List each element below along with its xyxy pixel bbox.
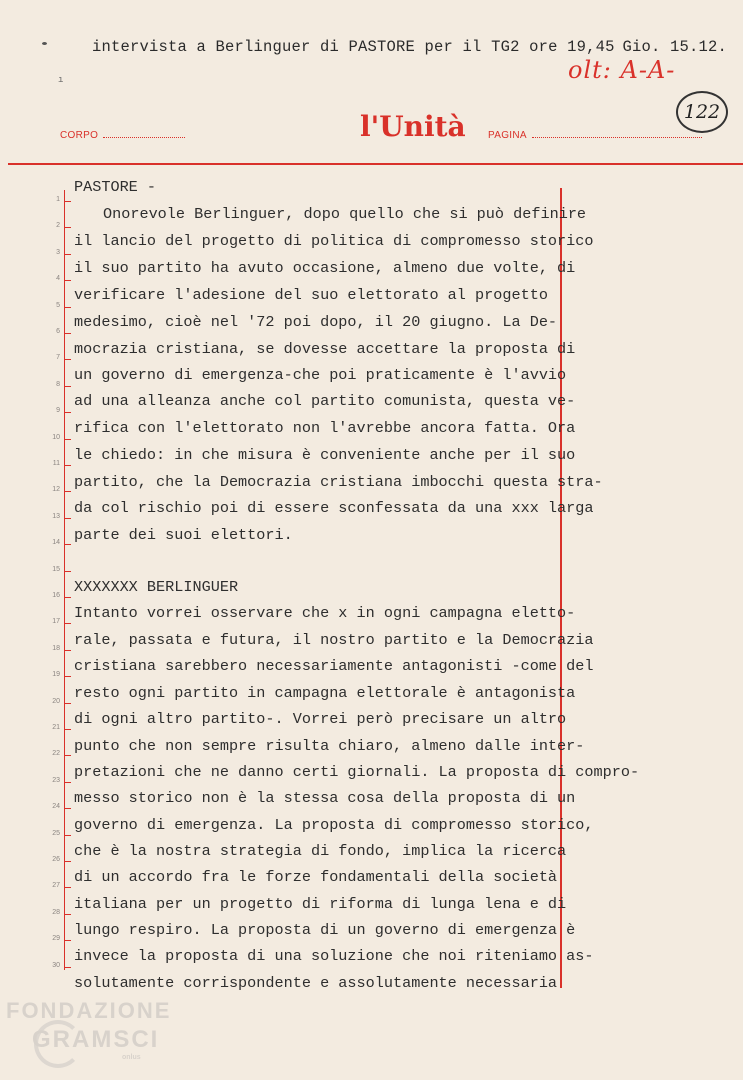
margin-tick: [64, 808, 71, 809]
line-number: 23: [52, 776, 60, 784]
line-number: 3: [56, 248, 60, 256]
watermark-line1: FONDAZIONE: [6, 998, 172, 1023]
typed-line: lungo respiro. La proposta di un governo di emergenza è: [74, 921, 576, 939]
typed-line: ad una alleanza anche col partito comunista, questa ve-: [74, 392, 576, 410]
typed-line: italiana per un progetto di riforma di lunga lena e di: [74, 895, 567, 913]
margin-tick: [64, 914, 71, 915]
margin-tick: [64, 623, 71, 624]
typed-line: mocrazia cristiana, se dovesse accettare la proposta di: [74, 340, 576, 358]
corpo-dotted-field: [103, 137, 185, 138]
unita-logo: l'Unità: [360, 110, 466, 143]
margin-tick: [64, 307, 71, 308]
typed-line: solutamente corrispondente e assolutamente necessaria: [74, 974, 558, 992]
line-number: 27: [52, 882, 60, 890]
margin-tick: [64, 782, 71, 783]
typed-line: partito, che la Democrazia cristiana imbocchi questa stra-: [74, 473, 603, 491]
fondazione-gramsci-watermark: [6, 998, 196, 1078]
margin-tick: [64, 359, 71, 360]
line-number: 22: [52, 750, 60, 758]
line-number: 18: [52, 644, 60, 652]
typed-line: un governo di emergenza-che poi praticamente è l'avvio: [74, 366, 567, 384]
watermark-line3: onlus: [122, 1054, 141, 1061]
margin-tick: [64, 861, 71, 862]
typed-line: pretazioni che ne danno certi giornali. La proposta di compro-: [74, 763, 640, 781]
typed-line: medesimo, cioè nel '72 poi dopo, il 20 giugno. La De-: [74, 313, 558, 331]
typed-line: Onorevole Berlinguer, dopo quello che si può definire: [103, 205, 587, 223]
margin-tick: [64, 491, 71, 492]
margin-tick: [64, 703, 71, 704]
typed-line: governo di emergenza. La proposta di compromesso storico,: [74, 816, 594, 834]
typed-line: da col rischio poi di essere sconfessata da una xxx larga: [74, 499, 594, 517]
header-date: Gio. 15.12.: [622, 38, 727, 56]
typed-line: il suo partito ha avuto occasione, almeno due volte, di: [74, 259, 576, 277]
margin-tick: [64, 518, 71, 519]
margin-tick: [64, 280, 71, 281]
margin-tick: [64, 439, 71, 440]
typed-line: rifica con l'elettorato non l'avrebbe ancora fatta. Ora: [74, 419, 576, 437]
line-number: 1: [56, 196, 60, 203]
typed-line: verificare l'adesione del suo elettorato al progetto: [74, 286, 548, 304]
circled-page-number: 122: [676, 91, 728, 133]
margin-tick: [64, 333, 71, 334]
typed-line: il lancio del progetto di politica di compromesso storico: [74, 232, 594, 250]
right-margin-rule: [560, 188, 562, 988]
margin-tick: [64, 729, 71, 730]
margin-tick: [64, 887, 71, 888]
line-number: 6: [56, 328, 60, 335]
typed-line: di un accordo fra le forze fondamentali della società: [74, 868, 558, 886]
pagina-label: PAGINA: [488, 130, 527, 141]
line-number: 2: [56, 222, 60, 230]
corpo-label: CORPO: [60, 130, 99, 141]
margin-tick: [64, 412, 71, 413]
margin-tick: [64, 254, 71, 255]
header-rule: [8, 163, 743, 165]
line-number: 7: [56, 354, 60, 362]
typed-line: Intanto vorrei osservare che x in ogni campagna eletto-: [74, 604, 576, 622]
line-number: 21: [52, 724, 60, 731]
header-title: intervista a Berlinguer di PASTORE per il TG2 ore 19,45: [92, 38, 615, 56]
line-number: 5: [56, 301, 60, 309]
typed-line: invece la proposta di una soluzione che noi riteniamo as-: [74, 947, 594, 965]
typed-line: punto che non sempre risulta chiaro, almeno dalle inter-: [74, 737, 585, 755]
typed-line: cristiana sarebbero necessariamente antagonisti -come del: [74, 657, 594, 675]
typed-line: rale, passata e futura, il nostro partito e la Democrazia: [74, 631, 594, 649]
margin-tick: [64, 386, 71, 387]
line-number: 17: [52, 618, 60, 626]
margin-tick: [64, 835, 71, 836]
margin-tick: [64, 676, 71, 677]
typed-line: che è la nostra strategia di fondo, implica la ricerca: [74, 842, 567, 860]
margin-tick: [64, 465, 71, 466]
margin-tick: [64, 201, 71, 202]
line-number: 12: [52, 486, 60, 494]
handwritten-note: olt: A-A-: [568, 56, 676, 84]
line-number: 13: [52, 512, 60, 520]
line-number: 16: [52, 592, 60, 599]
line-number: 14: [52, 539, 60, 547]
line-number: 19: [52, 671, 60, 679]
margin-tick: [64, 571, 71, 572]
typed-line: di ogni altro partito-. Vorrei però precisare un altro: [74, 710, 567, 728]
pagina-dotted-field: [532, 137, 702, 138]
line-number: 9: [56, 407, 60, 415]
typed-line: parte dei suoi elettori.: [74, 526, 293, 544]
line-number: 26: [52, 856, 60, 863]
watermark-line2: GRAMSCI: [32, 1026, 160, 1053]
line-number: 20: [52, 697, 60, 705]
margin-tick: [64, 544, 71, 545]
typed-line: PASTORE -: [74, 178, 157, 196]
line-number: 29: [52, 935, 60, 943]
margin-tick: [64, 967, 71, 968]
typed-line: XXXXXXX BERLINGUER: [74, 578, 239, 596]
line-number: 25: [52, 829, 60, 837]
typed-line: le chiedo: in che misura è conveniente anche per il suo: [74, 446, 576, 464]
line-number: 24: [52, 803, 60, 811]
margin-tick: [64, 597, 71, 598]
typed-line: messo storico non è la stessa cosa della proposta di un: [74, 789, 576, 807]
typed-header: [92, 38, 727, 56]
margin-tick: [64, 940, 71, 941]
line-number: 11: [52, 460, 60, 467]
typed-line: resto ogni partito in campagna elettorale è antagonista: [74, 684, 576, 702]
line-number: 15: [52, 565, 60, 573]
line-number: 28: [52, 908, 60, 916]
line-number: 4: [56, 275, 60, 283]
margin-tick: [64, 650, 71, 651]
line-number: 30: [52, 961, 60, 969]
ink-dot: [42, 42, 47, 45]
line-number: 8: [56, 380, 60, 388]
margin-tick: [64, 755, 71, 756]
line-number: 10: [52, 433, 60, 441]
ink-mark: ı: [58, 75, 64, 85]
margin-tick: [64, 227, 71, 228]
